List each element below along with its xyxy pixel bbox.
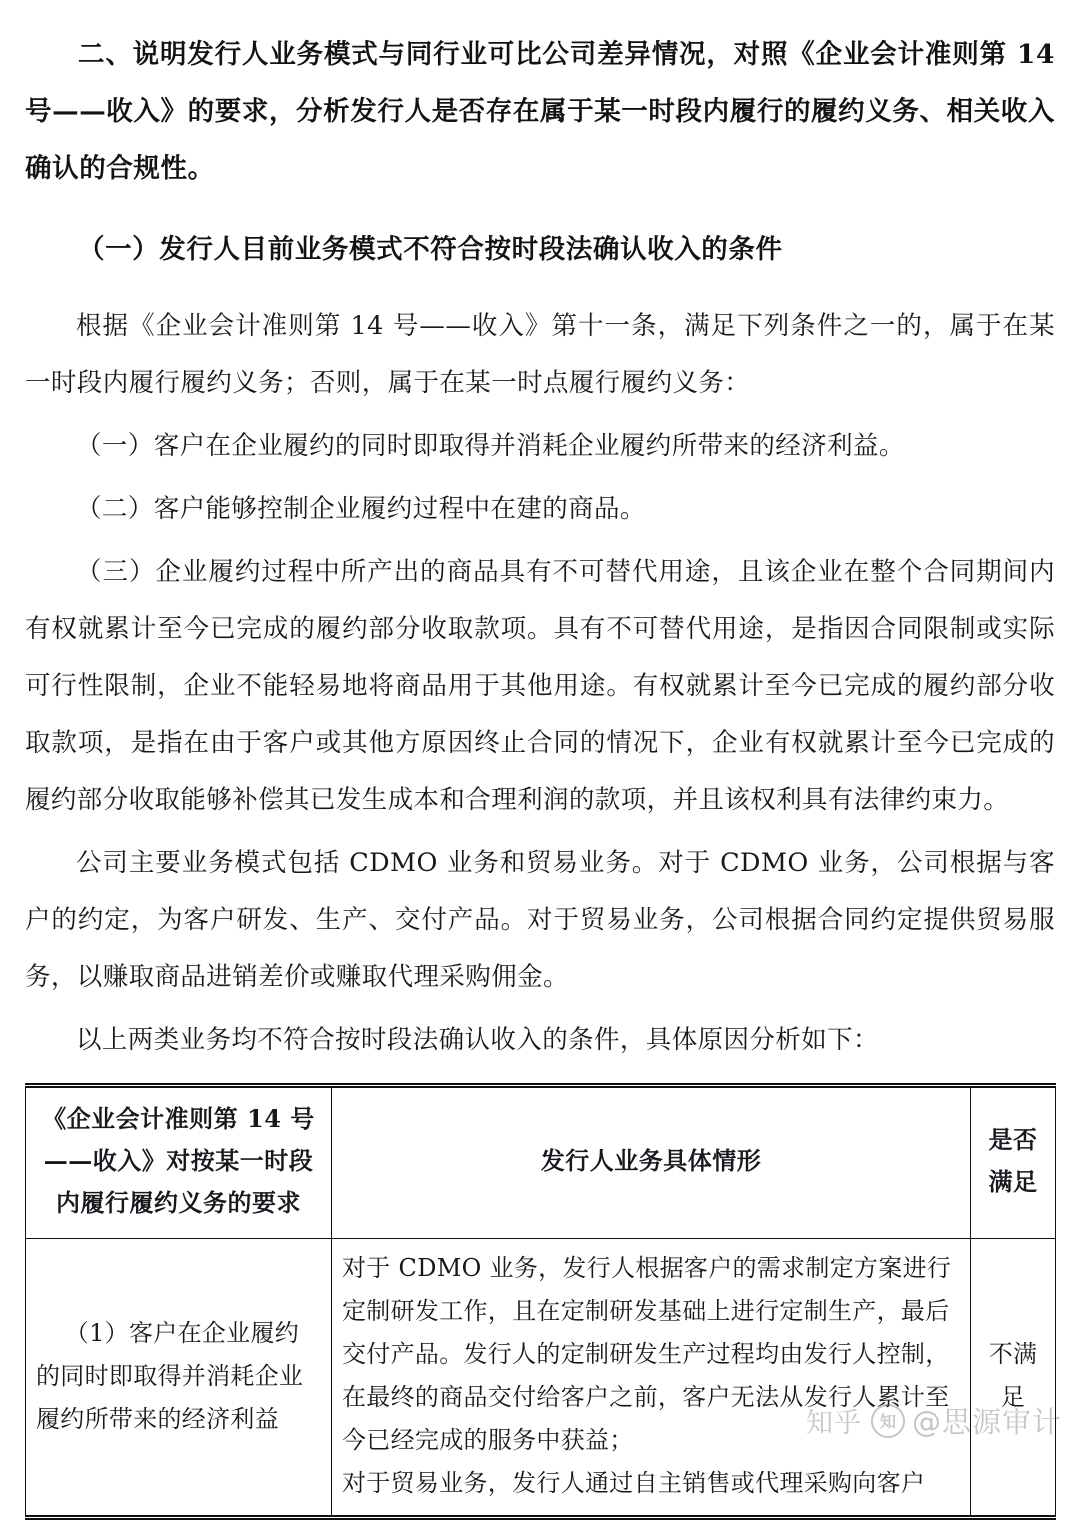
subsection-heading: （一）发行人目前业务模式不符合按时段法确认收入的条件	[78, 234, 783, 265]
analysis-table-wrapper	[25, 1083, 1055, 1520]
zhihu-logo-icon: 知	[871, 1404, 905, 1438]
table-header-requirement-line-2: ——收入》对按某一时段	[43, 1146, 314, 1175]
table-cell-requirement: （1）客户在企业履约的同时即取得并消耗企业履约所带来的经济利益	[26, 1239, 332, 1518]
paragraph-condition-3: （三）企业履约过程中所产出的商品具有不可替代用途，且该企业在整个合同期间内有权就累计至今已完成的履约部分收取款项。具有不可替代用途，是指因合同限制或实际可行性限制，企业不能轻易地将商品用于其他用途。有权就累计至今已完成的履约部分收取款项，是指在由于客户或其他方原因终止合同的情况下，企业有权就累计至今已完成的履约部分收取能够补偿其已发生成本和合理利润的款项，并且该权利具有法律约束力。	[25, 557, 1055, 815]
watermark-site-label: 知乎	[805, 1408, 862, 1439]
table-header-satisfied-line-1: 是否	[988, 1125, 1038, 1154]
analysis-table	[25, 1083, 1056, 1520]
table-row	[26, 1239, 1056, 1518]
table-cell-description-trade: 对于贸易业务，发行人通过自主销售或代理采购向客户	[342, 1469, 926, 1497]
table-header-requirement-line-1: 《企业会计准则第 14 号	[42, 1104, 315, 1133]
table-header-satisfied	[971, 1086, 1056, 1239]
table-header-requirement	[26, 1086, 332, 1239]
table-header-description: 发行人业务具体情形	[332, 1086, 971, 1239]
table-header-satisfied-line-2: 满足	[988, 1167, 1038, 1196]
watermark-handle: @思源审计	[911, 1405, 1062, 1439]
paragraph-business-model: 公司主要业务模式包括 CDMO 业务和贸易业务。对于 CDMO 业务，公司根据与客户的约定，为客户研发、生产、交付产品。对于贸易业务，公司根据合同约定提供贸易服务，以赚取商品进销差价或赚取代理采购佣金。	[25, 848, 1055, 992]
paragraph-condition-2: （二）客户能够控制企业履约过程中在建的商品。	[76, 494, 646, 524]
table-cell-satisfied: 不满足	[971, 1239, 1056, 1518]
table-cell-description	[332, 1239, 971, 1518]
section-heading: 二、说明发行人业务模式与同行业可比公司差异情况，对照《企业会计准则第 14 号——收入》的要求，分析发行人是否存在属于某一时段内履行的履约义务、相关收入确认的合规性。	[25, 39, 1055, 184]
paragraph-basis: 根据《企业会计准则第 14 号——收入》第十一条，满足下列条件之一的，属于在某一时段内履行履约义务；否则，属于在某一时点履行履约义务：	[25, 311, 1055, 398]
document-page	[0, 26, 1080, 1497]
table-header-row	[26, 1086, 1056, 1239]
paragraph-condition-1: （一）客户在企业履约的同时即取得并消耗企业履约所带来的经济利益。	[76, 431, 905, 461]
paragraph-conclusion-lead: 以上两类业务均不符合按时段法确认收入的条件，具体原因分析如下：	[76, 1025, 879, 1055]
table-header-requirement-line-3: 内履行履约义务的要求	[56, 1188, 301, 1217]
table-cell-description-cdmo: 对于 CDMO 业务，发行人根据客户的需求制定方案进行定制研发工作，且在定制研发基础上进行定制生产，最后交付产品。发行人的定制研发生产过程均由发行人控制，在最终的商品交付给客户之前，客户无法从发行人累计至今已经完成的服务中获益；	[342, 1254, 952, 1454]
